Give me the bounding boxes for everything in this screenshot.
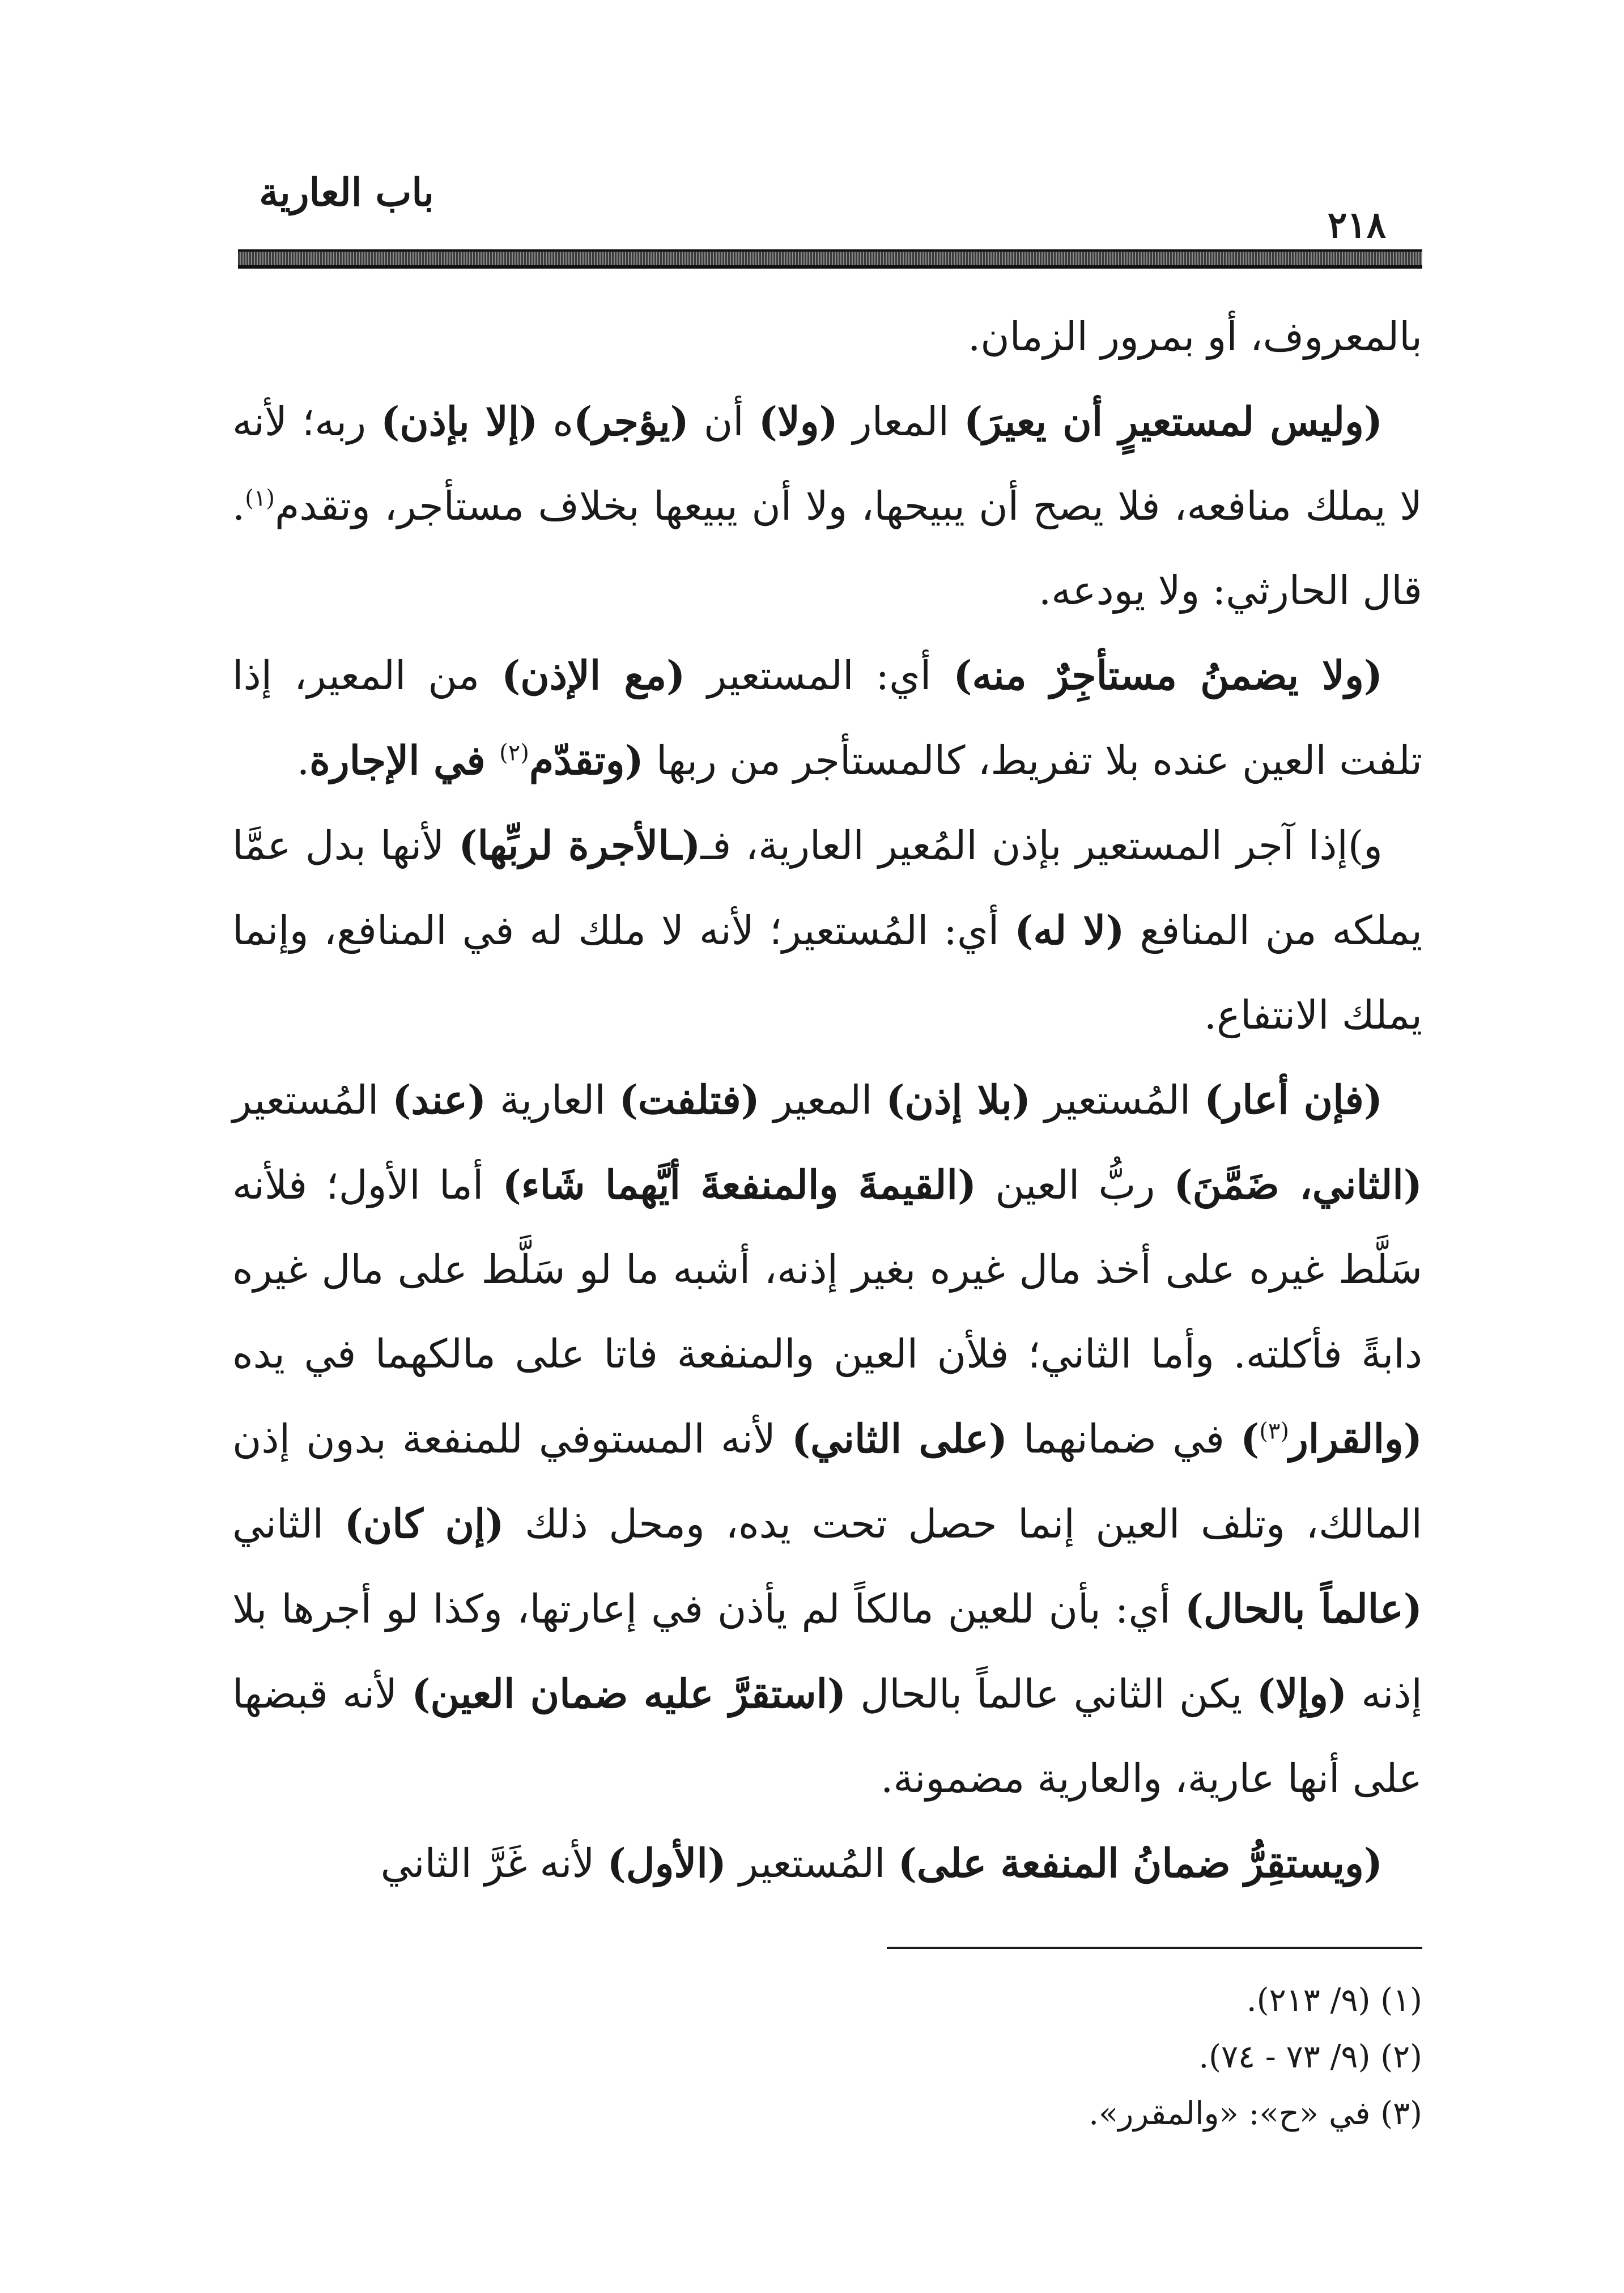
matn-text: (على الثاني) — [792, 1415, 1007, 1462]
matn-text: (وليس لمستعيرٍ أن يعيرَ) — [964, 398, 1383, 445]
sharh-text: و)إذا آجر المستعير بإذن المُعير العارية، فـ — [700, 822, 1383, 869]
matn-text: (فإن أعار) — [1204, 1076, 1383, 1123]
sharh-text: المُستعير — [1030, 1077, 1205, 1123]
footnote-rule — [887, 1947, 1422, 1949]
sharh-text: المعار — [837, 398, 964, 445]
sharh-text: ربُّ العين — [976, 1162, 1174, 1208]
page-number: ٢١٨ — [1327, 204, 1386, 247]
matn-text: (يؤجر) — [573, 398, 689, 445]
paragraph-1 — [232, 295, 1422, 379]
sharh-text: المعير — [759, 1077, 886, 1123]
matn-text: (ـالأجرة لربِّها) — [458, 822, 701, 869]
sharh-text: في ضمانهما — [1007, 1416, 1241, 1462]
matn-text: (وتقدّم — [529, 737, 644, 784]
sharh-text: أي: المُستعير؛ لأنه لا ملك له في المنافع، وإنما يملك الانتفاع. — [232, 907, 1422, 1038]
sharh-text: لأنه غَرَّ الثاني — [380, 1840, 607, 1887]
matn-text: (ولا) — [758, 398, 838, 445]
sharh-text: أي: المستعير — [685, 652, 954, 699]
matn-text: (القيمةَ والمنفعةَ أيَّهما شَاء) — [502, 1161, 977, 1208]
paragraph-6 — [232, 1821, 1422, 1906]
footnotes — [680, 1972, 1422, 2142]
sharh-text: لأنه قبضها على أنها عارية، والعارية مضمونة. — [232, 1671, 1422, 1802]
matn-text: (إن كان) — [344, 1500, 504, 1547]
sharh-text: لأنها بدل عمَّا يملكه من المنافع — [232, 822, 1422, 954]
matn-text: (والقرار — [1289, 1415, 1422, 1462]
matn-text: (عالماً بالحال) — [1184, 1585, 1423, 1632]
sharh-text: المُستعير — [232, 1077, 393, 1123]
matn-text: (مع الإذن) — [501, 652, 686, 699]
chapter-title: باب العارية — [259, 170, 434, 215]
matn-text: (عند) — [392, 1076, 487, 1123]
body-text — [232, 295, 1422, 1906]
matn-text: (وإلا) — [1256, 1670, 1347, 1717]
sharh-text: أي: بأن للعين مالكاً لم يأذن في إعارتها، وكذا لو أجرها بلا إذنه — [232, 1586, 1422, 1717]
footnote-ref: (٣) — [1259, 1418, 1289, 1445]
sharh-text: لأنه المستوفي للمنفعة بدون إذن المالك، وتلف العين إنما حصل تحت يده، ومحل ذلك — [232, 1416, 1422, 1547]
sharh-text: يكن الثاني عالماً بالحال — [846, 1671, 1257, 1717]
paragraph-4 — [232, 803, 1422, 1058]
paragraph-2 — [232, 379, 1422, 633]
sharh-text: الثاني — [232, 1501, 345, 1547]
header-rule — [238, 249, 1422, 269]
matn-text: (الثاني، ضَمَّنَ) — [1174, 1161, 1422, 1208]
sharh-text: المُستعير — [726, 1840, 898, 1887]
matn-text: (فتلفت) — [619, 1076, 760, 1123]
sharh-text: . — [296, 737, 310, 784]
sharh-text: من المعير، إذا تلفت العين عنده بلا تفريط، كالمستأجر من ربها — [232, 652, 1422, 784]
paragraph-5 — [232, 1058, 1422, 1821]
footnote-ref: (٢) — [499, 740, 529, 766]
matn-text: (استقرَّ عليه ضمان العين) — [411, 1670, 847, 1717]
footnote-3: (٣) في «ح»: «والمقرر». — [1089, 2095, 1422, 2132]
footnote-ref: (١) — [245, 485, 275, 512]
matn-text: (إلا بإذن) — [381, 398, 538, 445]
sharh-text: . قال الحارثي: ولا يودعه. — [232, 483, 1422, 614]
matn-text: (بلا إذن) — [886, 1076, 1031, 1123]
matn-text: (لا له) — [1014, 907, 1125, 954]
sharh-text: بالمعروف، أو بمرور الزمان. — [967, 313, 1422, 360]
matn-text: في الإجارة — [309, 737, 500, 784]
sharh-text: ه — [538, 398, 574, 445]
sharh-text: أن — [688, 398, 759, 445]
paragraph-3 — [232, 633, 1422, 803]
sharh-text: العارية — [486, 1077, 619, 1123]
matn-text: ) — [1240, 1415, 1260, 1462]
matn-text: (الأول) — [607, 1840, 726, 1887]
footnote-1: (١) (٩/ ٢١٣). — [1246, 1982, 1422, 2019]
matn-text: (ويستقِرُّ ضمانُ المنفعة على) — [898, 1840, 1383, 1887]
sharh-text: ربه؛ لأنه لا يملك منافعه، فلا يصح أن يبيحها، ولا أن يبيعها بخلاف مستأجر، وتقدم — [232, 398, 1422, 529]
sharh-text: أما الأول؛ فلأنه سَلَّط غيره على أخذ مال غيره بغير إذنه، أشبه ما لو سَلَّط على مال غيره دابةً فأكلته. وأما الثاني؛ فلأن العين والمنفعة فاتا على مالكهما في يده — [232, 1162, 1422, 1377]
matn-text: (ولا يضمنُ مستأجِرٌ منه) — [953, 652, 1383, 699]
footnote-2: (٢) (٩/ ٧٣ - ٧٤). — [1198, 2039, 1422, 2075]
